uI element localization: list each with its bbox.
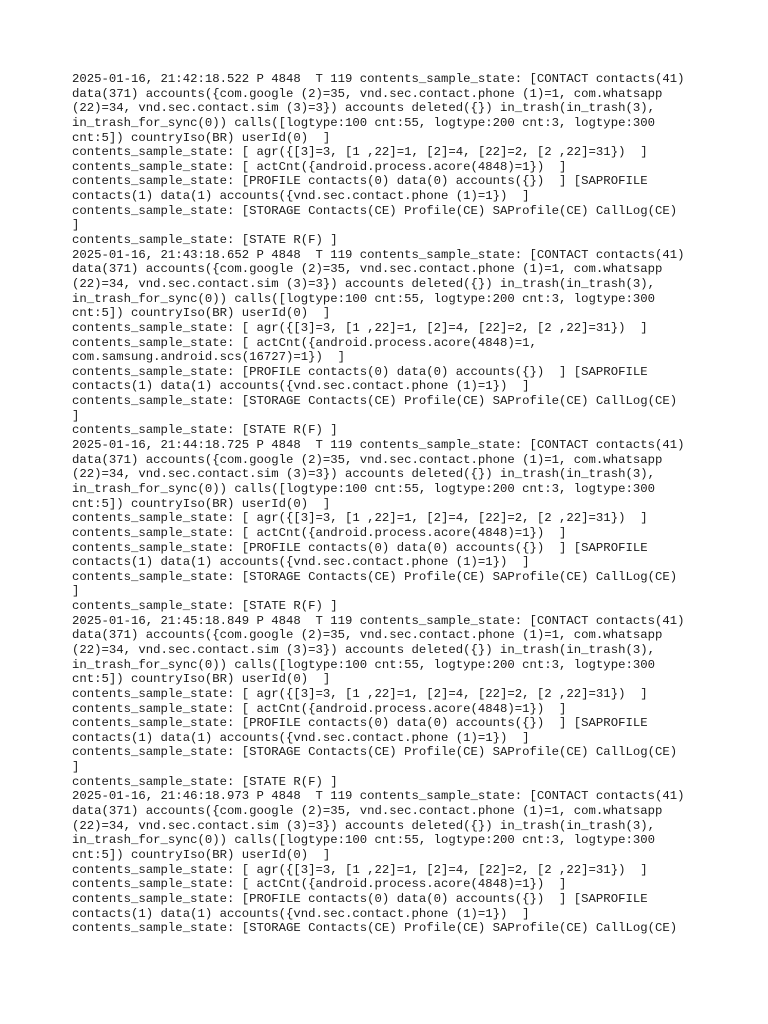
log-line: contents_sample_state: [PROFILE contacts(0) data(0) accounts({}) ] [SAPROFILE (72, 540, 648, 555)
log-line: contents_sample_state: [STATE R(F) ] (72, 233, 338, 248)
log-line: (22)=34, vnd.sec.contact.sim (3)=3}) accounts deleted({}) in_trash(in_trash(3), (72, 276, 655, 291)
log-line: 2025-01-16, 21:44:18.725 P 4848 T 119 contents_sample_state: [CONTACT contacts(41) (72, 438, 685, 453)
log-line: data(371) accounts({com.google (2)=35, vnd.sec.contact.phone (1)=1, com.whatsapp (72, 804, 663, 819)
log-line: contents_sample_state: [ agr({[3]=3, [1 ,22]=1, [2]=4, [22]=2, [2 ,22]=31}) ] (72, 145, 648, 160)
log-line: contacts(1) data(1) accounts({vnd.sec.contact.phone (1)=1}) ] (72, 189, 530, 204)
log-line: contents_sample_state: [ actCnt({android.process.acore(4848)=1}) ] (72, 877, 567, 892)
log-line: data(371) accounts({com.google (2)=35, vnd.sec.contact.phone (1)=1, com.whatsapp (72, 86, 663, 101)
log-line: contacts(1) data(1) accounts({vnd.sec.contact.phone (1)=1}) ] (72, 730, 530, 745)
log-line: cnt:5]) countryIso(BR) userId(0) ] (72, 130, 331, 145)
log-line: 2025-01-16, 21:42:18.522 P 4848 T 119 contents_sample_state: [CONTACT contacts(41) (72, 72, 685, 86)
log-line: contents_sample_state: [ agr({[3]=3, [1 ,22]=1, [2]=4, [22]=2, [2 ,22]=31}) ] (72, 511, 648, 526)
log-line: (22)=34, vnd.sec.contact.sim (3)=3}) accounts deleted({}) in_trash(in_trash(3), (72, 101, 655, 116)
log-line: contents_sample_state: [PROFILE contacts(0) data(0) accounts({}) ] [SAPROFILE (72, 174, 648, 189)
log-line: ] (72, 218, 80, 233)
log-line: contents_sample_state: [STORAGE Contacts(CE) Profile(CE) SAProfile(CE) CallLog(CE) (72, 394, 678, 409)
log-line: contents_sample_state: [ agr({[3]=3, [1 ,22]=1, [2]=4, [22]=2, [2 ,22]=31}) ] (72, 862, 648, 877)
log-line: contents_sample_state: [PROFILE contacts(0) data(0) accounts({}) ] [SAPROFILE (72, 364, 648, 379)
log-line: contacts(1) data(1) accounts({vnd.sec.contact.phone (1)=1}) ] (72, 379, 530, 394)
log-line: contents_sample_state: [PROFILE contacts(0) data(0) accounts({}) ] [SAPROFILE (72, 716, 648, 731)
log-line: cnt:5]) countryIso(BR) userId(0) ] (72, 306, 331, 321)
log-line: contents_sample_state: [STATE R(F) ] (72, 599, 338, 614)
log-line: contents_sample_state: [PROFILE contacts(0) data(0) accounts({}) ] [SAPROFILE (72, 891, 648, 906)
log-line: (22)=34, vnd.sec.contact.sim (3)=3}) accounts deleted({}) in_trash(in_trash(3), (72, 818, 655, 833)
log-line: contents_sample_state: [STORAGE Contacts(CE) Profile(CE) SAProfile(CE) CallLog(CE) (72, 569, 678, 584)
log-line: 2025-01-16, 21:46:18.973 P 4848 T 119 contents_sample_state: [CONTACT contacts(41) (72, 789, 685, 804)
log-line: 2025-01-16, 21:43:18.652 P 4848 T 119 contents_sample_state: [CONTACT contacts(41) (72, 247, 685, 262)
log-line: contents_sample_state: [STATE R(F) ] (72, 774, 338, 789)
log-line: data(371) accounts({com.google (2)=35, vnd.sec.contact.phone (1)=1, com.whatsapp (72, 452, 663, 467)
log-line: com.samsung.android.scs(16727)=1}) ] (72, 350, 346, 365)
log-line: contents_sample_state: [STORAGE Contacts(CE) Profile(CE) SAProfile(CE) CallLog(CE) (72, 745, 678, 760)
log-line: contents_sample_state: [STORAGE Contacts(CE) Profile(CE) SAProfile(CE) CallLog(CE) (72, 203, 678, 218)
log-line: in_trash_for_sync(0)) calls([logtype:100 cnt:55, logtype:200 cnt:3, logtype:300 (72, 481, 655, 496)
log-line: ] (72, 584, 80, 599)
log-line: cnt:5]) countryIso(BR) userId(0) ] (72, 672, 331, 687)
log-line: in_trash_for_sync(0)) calls([logtype:100 cnt:55, logtype:200 cnt:3, logtype:300 (72, 115, 655, 130)
log-line: data(371) accounts({com.google (2)=35, vnd.sec.contact.phone (1)=1, com.whatsapp (72, 262, 663, 277)
log-line: contacts(1) data(1) accounts({vnd.sec.contact.phone (1)=1}) ] (72, 906, 530, 921)
log-line: contents_sample_state: [ agr({[3]=3, [1 ,22]=1, [2]=4, [22]=2, [2 ,22]=31}) ] (72, 320, 648, 335)
log-line: in_trash_for_sync(0)) calls([logtype:100 cnt:55, logtype:200 cnt:3, logtype:300 (72, 657, 655, 672)
log-line: contents_sample_state: [STATE R(F) ] (72, 423, 338, 438)
log-line: contents_sample_state: [ agr({[3]=3, [1 ,22]=1, [2]=4, [22]=2, [2 ,22]=31}) ] (72, 686, 648, 701)
log-line: contents_sample_state: [ actCnt({android.process.acore(4848)=1}) ] (72, 701, 567, 716)
log-line: (22)=34, vnd.sec.contact.sim (3)=3}) accounts deleted({}) in_trash(in_trash(3), (72, 467, 655, 482)
log-document (72, 72, 712, 936)
log-line: contents_sample_state: [ actCnt({android.process.acore(4848)=1}) ] (72, 159, 567, 174)
log-line: contents_sample_state: [ actCnt({android.process.acore(4848)=1, (72, 335, 537, 350)
log-line: contacts(1) data(1) accounts({vnd.sec.contact.phone (1)=1}) ] (72, 555, 530, 570)
log-line: contents_sample_state: [STORAGE Contacts(CE) Profile(CE) SAProfile(CE) CallLog(CE) (72, 921, 678, 936)
log-line: ] (72, 408, 80, 423)
log-line: ] (72, 760, 80, 775)
log-line: contents_sample_state: [ actCnt({android.process.acore(4848)=1}) ] (72, 525, 567, 540)
log-line: data(371) accounts({com.google (2)=35, vnd.sec.contact.phone (1)=1, com.whatsapp (72, 628, 663, 643)
log-line: in_trash_for_sync(0)) calls([logtype:100 cnt:55, logtype:200 cnt:3, logtype:300 (72, 833, 655, 848)
log-line: cnt:5]) countryIso(BR) userId(0) ] (72, 847, 331, 862)
log-line: 2025-01-16, 21:45:18.849 P 4848 T 119 contents_sample_state: [CONTACT contacts(41) (72, 613, 685, 628)
log-line: in_trash_for_sync(0)) calls([logtype:100 cnt:55, logtype:200 cnt:3, logtype:300 (72, 291, 655, 306)
log-line: cnt:5]) countryIso(BR) userId(0) ] (72, 496, 331, 511)
log-line: (22)=34, vnd.sec.contact.sim (3)=3}) accounts deleted({}) in_trash(in_trash(3), (72, 642, 655, 657)
